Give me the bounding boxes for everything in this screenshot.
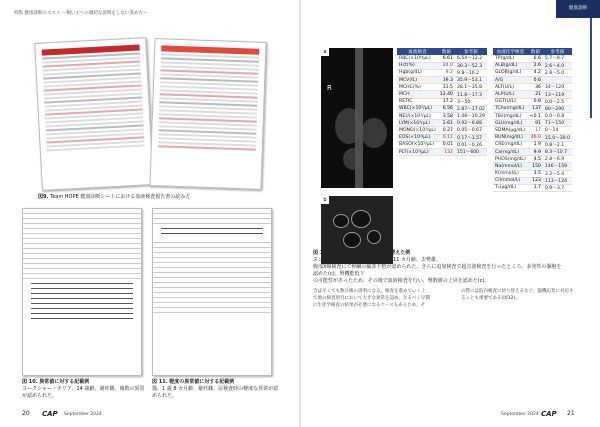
reference-range: 2.8～5.0 xyxy=(543,69,572,76)
reference-range: 11.8～17.3 xyxy=(455,91,487,98)
test-name: ALB(g/dL) xyxy=(493,62,528,69)
test-name: EOS(×10³/μL) xyxy=(397,134,438,141)
left-page xyxy=(0,0,299,427)
test-value: 9.9 xyxy=(528,148,543,155)
reference-range: 0.0～2.5 xyxy=(543,98,572,105)
test-value: 3.58 xyxy=(438,113,455,120)
test-name: NEU(×10³/μL) xyxy=(397,113,438,120)
reference-range: 113～124 xyxy=(543,177,572,184)
test-name: MCV(fL) xyxy=(397,77,438,84)
reference-range: 0～14 xyxy=(543,127,572,134)
reference-range: 13～119 xyxy=(543,91,572,98)
test-name: PLT(×10³/μL) xyxy=(397,148,438,155)
test-value: 46.0 xyxy=(528,134,543,141)
test-name: TCho(mg/dL) xyxy=(493,105,528,112)
reference-range: 0.9～3.7 xyxy=(543,184,572,191)
test-value: 12.40 xyxy=(439,92,453,98)
blood-header-2: 参考値 xyxy=(455,48,487,55)
fig11-handwritten-sheet xyxy=(152,208,272,376)
xray-image xyxy=(321,48,393,188)
test-name: Na(mmol/L) xyxy=(493,163,528,170)
reference-range: 0.17～1.57 xyxy=(455,134,487,141)
test-name: WBC(×10³/μL) xyxy=(397,105,438,112)
reference-range: 3.2～5.4 xyxy=(543,170,572,177)
table-row xyxy=(397,62,487,69)
page-number: 21 xyxy=(567,410,575,417)
section-rule xyxy=(590,18,592,118)
test-name: GGT(U/L) xyxy=(493,98,528,105)
reference-range: 5.7～8.7 xyxy=(543,55,572,62)
table-row xyxy=(397,69,487,76)
test-value: 6.6 xyxy=(528,55,543,62)
table-row xyxy=(493,84,572,91)
test-value: 31.5 xyxy=(438,84,455,91)
fig9-caption: 図9. Team HOPE 健康診断シートにおける血液検査報告書の読み方 xyxy=(38,194,191,200)
label-a: a xyxy=(321,48,329,56)
table-row xyxy=(397,120,487,127)
table-row xyxy=(493,148,572,155)
table-row xyxy=(397,98,487,105)
reference-range: 2.8～6.9 xyxy=(543,156,572,163)
reference-range: 3～50 xyxy=(455,98,487,105)
table-row xyxy=(493,91,572,98)
reference-range: 6.54～12.2 xyxy=(455,55,487,62)
table-row xyxy=(397,127,487,134)
test-name: TP(g/dL) xyxy=(493,55,528,62)
label-r: R xyxy=(327,84,332,92)
table-row xyxy=(397,84,487,91)
test-name: ALP(U/L) xyxy=(493,91,528,98)
table-row xyxy=(397,141,487,148)
table-row xyxy=(493,127,572,134)
reference-range: 1.48～10.29 xyxy=(456,114,485,120)
test-value: 4.2 xyxy=(528,69,543,76)
reference-range: 0.8～2.1 xyxy=(543,141,572,148)
test-value: 2.6 xyxy=(528,62,543,69)
blood-header-0: 血液検査 xyxy=(397,48,438,55)
test-name: Hgb(g/dL) xyxy=(397,69,438,76)
test-name: BASO(×10³/μL) xyxy=(397,141,438,148)
fig11-caption: 図 11. 軽度の異常値に対する記載例 猫、1 歳 8 カ月齢、避妊雌。尿検査時の軽度な異常が認められた。 xyxy=(152,379,279,399)
reference-range: 8.3～10.7 xyxy=(543,148,572,155)
table-row xyxy=(493,156,572,163)
test-name: Ca(mg/dL) xyxy=(493,148,528,155)
reference-range: 80～290 xyxy=(543,105,572,112)
table-row xyxy=(493,77,572,84)
test-value: 0.6 xyxy=(528,77,543,84)
test-value: 3.5 xyxy=(528,170,543,177)
reference-range xyxy=(543,77,572,84)
table-row xyxy=(493,69,572,76)
test-name: MCHC(%) xyxy=(397,84,438,91)
table-row xyxy=(397,134,487,141)
test-value: 36 xyxy=(528,84,543,91)
test-value: 4.5 xyxy=(528,156,543,163)
section-tab: 健康診断 xyxy=(556,0,600,18)
cap-logo: CAP xyxy=(541,410,557,418)
test-value: 9.2 xyxy=(438,69,455,76)
test-name: MCH xyxy=(397,91,438,98)
test-value: 2.61 xyxy=(438,120,455,127)
test-name: RBC(×10⁶/μL) xyxy=(397,55,438,62)
table-row xyxy=(493,62,572,69)
test-value: 24.0 xyxy=(438,62,455,69)
test-value: 123 xyxy=(528,177,543,184)
blood-test-table xyxy=(397,48,487,156)
test-name: ALT(U/L) xyxy=(493,84,528,91)
reference-range: 71～150 xyxy=(543,120,572,127)
fig9-report-sheet-2 xyxy=(149,38,266,190)
reference-range: 15.0～39.0 xyxy=(544,135,570,141)
reference-range: 35.9～53.1 xyxy=(455,77,487,84)
test-name: BUN(mg/dL) xyxy=(493,134,528,141)
table-row xyxy=(493,120,572,127)
test-name: A/G xyxy=(493,77,528,84)
table-row xyxy=(397,55,487,62)
chem-header-0: 血液化学検査 xyxy=(493,48,528,55)
test-value: 132 xyxy=(438,148,455,155)
right-page xyxy=(301,0,600,427)
table-row xyxy=(493,141,572,148)
blood-header-1: 数値 xyxy=(438,48,455,55)
chem-header-2: 参考値 xyxy=(543,48,572,55)
fig9-report-sheet-1 xyxy=(34,37,154,191)
table-row xyxy=(397,105,487,112)
table-row xyxy=(493,55,572,62)
reference-range: 30.3～52.3 xyxy=(455,62,487,69)
table-row xyxy=(493,163,572,170)
test-name: Hct(%) xyxy=(397,62,438,69)
table-row xyxy=(493,184,572,191)
test-name: CRE(mg/dL) xyxy=(493,141,528,148)
test-value: 1.7 xyxy=(528,184,543,191)
chem-header-1: 数値 xyxy=(528,48,543,55)
page-header: 特集 健康診断のススメ ～飼い主への適切な説明をしない進め方～ xyxy=(14,11,148,16)
table-row xyxy=(493,105,572,112)
test-value: <0.1 xyxy=(529,113,541,119)
table-row xyxy=(493,113,572,120)
test-value: 17.2 xyxy=(438,98,455,105)
test-name: SDMA(μg/dL) xyxy=(493,127,528,134)
test-value: 21 xyxy=(528,91,543,98)
reference-range: 0.92～6.88 xyxy=(455,120,487,127)
test-value: 0.8 xyxy=(528,98,543,105)
test-value: 91 xyxy=(528,120,543,127)
body-column-1: 合は早くても数日後の説明になる。検査を進めていく上 で他の検査項目において大きな異常を認め、なるべく早期 に生化学検査の結果が必要になるケースもあるため、そ xyxy=(313,289,430,308)
fig12-caption: 図 12. 血液検査を院内検査に切り替えた例 スコティッシュ・フォールド、9 歳 11 カ月齢、去勢雄。 腹部X線検査にて腎臓の輪郭不整が認められた。さらに追加検査で超音波検査を行ったところ、多発性の嚢胞を認めた(c)。腎機能低下 の可能性があったため、その後で血液検査を行い、腎数値の上昇を認めた(c)。 xyxy=(313,250,562,284)
test-name: Cl(mmol/L) xyxy=(493,177,528,184)
test-value: 137 xyxy=(528,105,543,112)
test-value: 0.01 xyxy=(438,141,455,148)
label-b: b xyxy=(321,196,329,204)
reference-range: 2.87～17.02 xyxy=(456,106,485,112)
table-row xyxy=(397,91,487,98)
reference-range: 9.8～16.2 xyxy=(455,69,487,76)
test-name: T₄(μg/dL) xyxy=(493,184,528,191)
reference-range: 34～120 xyxy=(543,84,572,91)
fig10-handwritten-sheet xyxy=(22,208,142,376)
test-name: GLOB(g/dL) xyxy=(493,69,528,76)
issue-date: September 2024 xyxy=(64,412,102,417)
test-value: 0.27 xyxy=(438,127,455,134)
reference-range: 2.6～4.0 xyxy=(543,62,572,69)
reference-range: 0.05～0.67 xyxy=(455,127,487,134)
table-row xyxy=(397,113,487,120)
test-name: TBil(mg/dL) xyxy=(493,113,528,120)
reference-range: 0.01～0.26 xyxy=(455,141,487,148)
issue-date: September 2024 xyxy=(501,412,539,417)
table-row xyxy=(397,148,487,155)
page-number: 20 xyxy=(22,410,30,417)
test-value: 1.9 xyxy=(528,141,543,148)
test-value: 6.56 xyxy=(438,105,455,112)
test-value: 6.61 xyxy=(438,55,455,62)
reference-range: 151～600 xyxy=(455,148,487,155)
reference-range: 0.0～0.8 xyxy=(543,113,572,120)
fig10-caption: 図 10. 異常値に対する記載例 ヨークシャー・テリア、14 歳齢、避妊雌。複数の異常が認められた。 xyxy=(22,379,145,399)
test-value: 17 xyxy=(528,127,543,134)
test-value: 39.3 xyxy=(438,77,455,84)
test-value: 150 xyxy=(528,163,543,170)
table-row xyxy=(493,98,572,105)
biochemistry-table xyxy=(493,48,572,192)
table-row xyxy=(493,177,572,184)
reference-range: 146～159 xyxy=(543,163,572,170)
table-row xyxy=(493,170,572,177)
test-name: K(mmol/L) xyxy=(493,170,528,177)
test-name: MONO(×10³/μL) xyxy=(399,127,436,133)
cap-logo: CAP xyxy=(42,410,58,418)
table-row xyxy=(493,134,572,141)
test-name: GLU(mg/dL) xyxy=(493,120,528,127)
table-row xyxy=(397,77,487,84)
test-name: LYM(×10³/μL) xyxy=(397,120,438,127)
test-name: PHOS(mg/dL) xyxy=(495,156,526,162)
reference-range: 28.1～35.8 xyxy=(455,84,487,91)
test-name: RETIC xyxy=(397,98,438,105)
test-value: 0.11 xyxy=(438,134,455,141)
body-column-2: の際には院内検査に切り替えるなど、臨機応変に対応す ることも重要である(図12)。 xyxy=(461,289,574,301)
